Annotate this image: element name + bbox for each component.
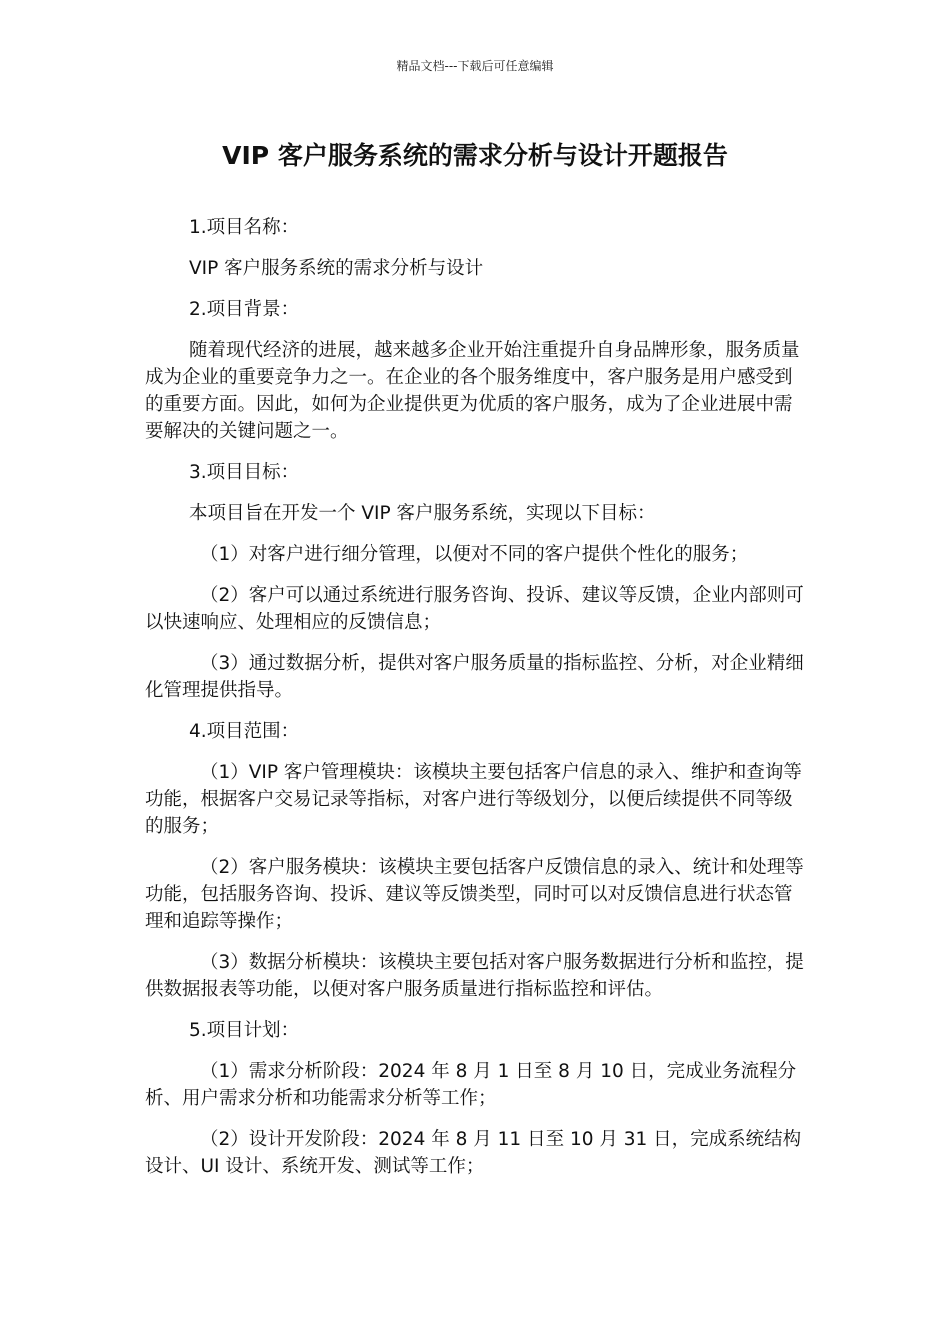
plan-item-2: （2）设计开发阶段：2024 年 8 月 11 日至 10 月 31 日，完成系统结构设计、UI 设计、系统开发、测试等工作；: [145, 1129, 802, 1177]
project-background-text: 随着现代经济的进展，越来越多企业开始注重提升自身品牌形象，服务质量成为企业的重要竞争力之一。在企业的各个服务维度中，客户服务是用户感受到的重要方面。因此，如何为企业提供更为优质的客户服务，成为了企业进展中需要解决的关键问题之一。: [145, 340, 800, 442]
heading-project-plan: 5.项目计划：: [189, 1020, 300, 1041]
project-name-text: VIP 客户服务系统的需求分析与设计: [189, 258, 484, 279]
heading-project-name: 1.项目名称：: [189, 217, 300, 238]
goal-item-1: （1）对客户进行细分管理，以便对不同的客户提供个性化的服务；: [200, 544, 749, 565]
page-header-note: 精品文档---下载后可任意编辑: [396, 59, 554, 73]
project-goals-intro: 本项目旨在开发一个 VIP 客户服务系统，实现以下目标：: [189, 503, 656, 524]
heading-project-background: 2.项目背景：: [189, 299, 300, 320]
scope-item-1: （1）VIP 客户管理模块：该模块主要包括客户信息的录入、维护和查询等功能，根据客户交易记录等指标，对客户进行等级划分，以便后续提供不同等级的服务；: [145, 762, 802, 837]
heading-project-goals: 3.项目目标：: [189, 462, 300, 483]
goal-item-3: （3）通过数据分析，提供对客户服务质量的指标监控、分析，对企业精细化管理提供指导。: [145, 653, 804, 701]
plan-item-1: （1）需求分析阶段：2024 年 8 月 1 日至 8 月 10 日，完成业务流程分析、用户需求分析和功能需求分析等工作；: [145, 1061, 797, 1109]
scope-item-2: （2）客户服务模块：该模块主要包括客户反馈信息的录入、统计和处理等功能，包括服务咨询、投诉、建议等反馈类型，同时可以对反馈信息进行状态管理和追踪等操作；: [145, 857, 804, 932]
scope-item-3: （3）数据分析模块：该模块主要包括对客户服务数据进行分析和监控，提供数据报表等功能，以便对客户服务质量进行指标监控和评估。: [145, 952, 804, 1000]
goal-item-2: （2）客户可以通过系统进行服务咨询、投诉、建议等反馈，企业内部则可以快速响应、处理相应的反馈信息；: [145, 585, 804, 633]
document-body: [145, 214, 807, 1194]
heading-project-scope: 4.项目范围：: [189, 721, 300, 742]
document-title: VIP 客户服务系统的需求分析与设计开题报告: [222, 141, 728, 170]
